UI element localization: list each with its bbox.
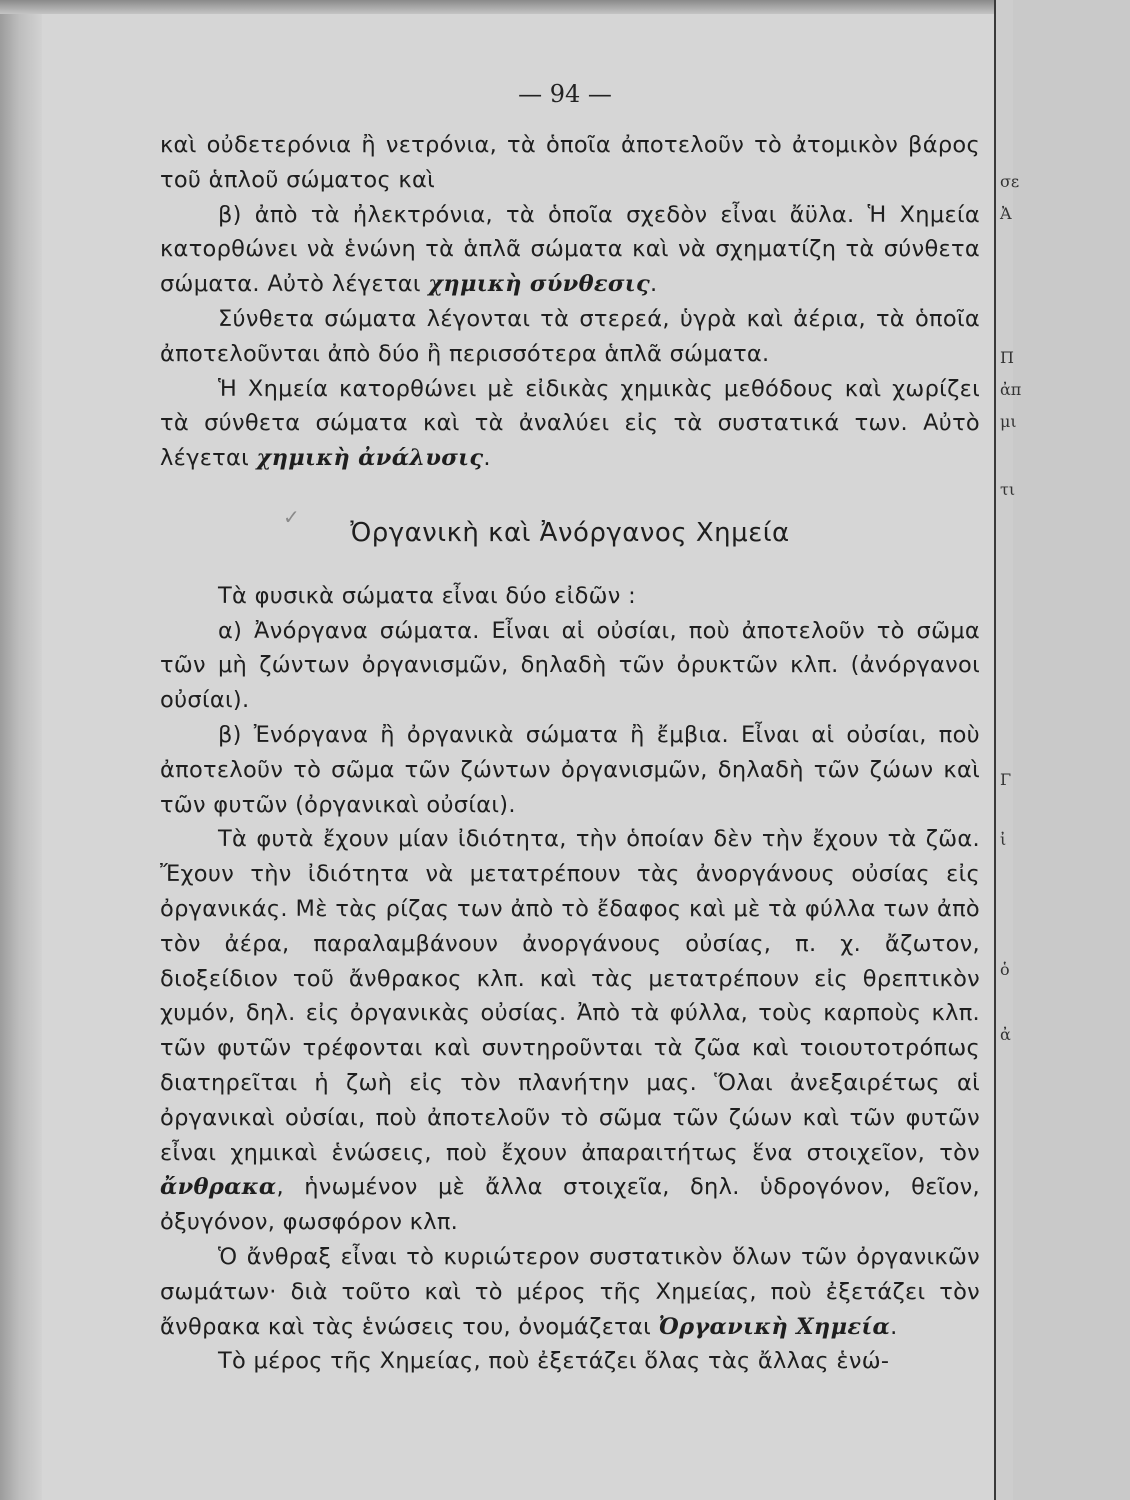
emphasized-term: χημικὴ σύνθεσις xyxy=(428,271,650,298)
paragraph: Ἡ Χημεία κατορθώνει μὲ εἰδικὰς χημικὰς μεθόδους καὶ χωρίζει τὰ σύνθετα σώματα καὶ τὰ ἀναλύει εἰς τὰ συστατικά των. Αὐτὸ λέγεται χημικὴ ἀνάλυσις. xyxy=(160,375,980,472)
paragraph: Τὸ μέρος τῆς Χημείας, ποὺ ἐξετάζει ὅλας τὰς ἄλλας ἑνώ- xyxy=(218,1348,890,1375)
section-heading: Ὀργανικὴ καὶ Ἀνόργανος Χημεία xyxy=(350,517,790,548)
paragraph: Τὰ φυτὰ ἔχουν μίαν ἰδιότητα, τὴν ὁποίαν δὲν τὴν ἔχουν τὰ ζῶα. Ἔχουν τὴν ἰδιότητα νὰ μετατρέπουν τὰς ἀνοργάνους οὐσίας εἰς ὀργανικάς. Μὲ τὰς ρίζας των ἀπὸ τὸ ἔδαφος καὶ μὲ τὰ φύλλα των ἀπὸ τὸν ἀέρα, παραλαμβάνουν ἀνοργάνους οὐσίας, π. χ. ἄζωτον, διοξείδιον τοῦ ἄνθρακος κλπ. καὶ τὰς μετατρέπουν εἰς θρεπτικὸν χυμόν, δηλ. εἰς ὀργανικὰς οὐσίας. Ἀπὸ τὰ φύλλα, τοὺς καρποὺς κλπ. τῶν φυτῶν τρέφονται καὶ συντηροῦνται τὰ ζῶα καὶ τοιουτοτρόπως διατηρεῖται ἡ ζωὴ εἰς τὸν πλανήτην μας. Ὅλαι ἀνεξαιρέτως αἱ ὀργανικαὶ οὐσίαι, ποὺ ἀποτελοῦν τὸ σῶμα τῶν ζώων καὶ τῶν φυτῶν εἶναι χημικαὶ ἑνώσεις, ποὺ ἔχουν ἀπαραιτήτως ἕνα στοιχεῖον, τὸν ἄνθρακα, ἡνωμένον μὲ ἄλλα στοιχεῖα, δηλ. ὑδρογόνον, θεῖον, ὀξυγόνον, φωσφόρον κλπ. xyxy=(160,826,980,1236)
paragraph: β) ἀπὸ τὰ ἠλεκτρόνια, τὰ ὁποῖα σχεδὸν εἶναι ἄϋλα. Ἡ Χημεία κατορθώνει νὰ ἑνώνη τὰ ἁπλᾶ σώματα καὶ νὰ σχηματίζη τὰ σύνθετα σώματα. Αὐτὸ λέγεται χημικὴ σύνθεσις. xyxy=(160,201,980,298)
margin-fragment: Γ xyxy=(1000,770,1012,789)
body-text xyxy=(160,128,980,1379)
margin-fragment: σε xyxy=(1000,172,1020,191)
emphasized-term: χημικὴ ἀνάλυσις xyxy=(256,445,484,472)
margin-fragment: ἀ xyxy=(1000,1025,1011,1044)
paragraph: α) Ἀνόργανα σώματα. Εἶναι αἱ οὐσίαι, ποὺ ἀποτελοῦν τὸ σῶμα τῶν μὴ ζώντων ὀργανισμῶν, δηλαδὴ τῶν ὀρυκτῶν κλπ. (ἀνόργανοι οὐσίαι). xyxy=(160,617,980,714)
margin-fragment: τι xyxy=(1000,480,1016,499)
margin-fragment: ἀπ xyxy=(1000,380,1022,399)
margin-fragment: Π xyxy=(1000,348,1014,367)
next-page-edge xyxy=(994,0,1022,1500)
emphasized-term: ἄνθρακα xyxy=(160,1174,277,1201)
paragraph: β) Ἐνόργανα ἢ ὀργανικὰ σώματα ἢ ἔμβια. Εἶναι αἱ οὐσίαι, ποὺ ἀποτελοῦν τὸ σῶμα τῶν ζώντων ὀργανισμῶν, δηλαδὴ τῶν ζώων καὶ τῶν φυτῶν (ὀργανικαὶ οὐσίαι). xyxy=(160,721,980,818)
paragraph: Ὁ ἄνθραξ εἶναι τὸ κυριώτερον συστατικὸν ὅλων τῶν ὀργανικῶν σωμάτων· διὰ τοῦτο καὶ τὸ μέρος τῆς Χημείας, ποὺ ἐξετάζει τὸν ἄνθρακα καὶ τὰς ἑνώσεις του, ὀνομάζεται Ὀργανικὴ Χημεία. xyxy=(160,1243,980,1340)
paragraph: Σύνθετα σώματα λέγονται τὰ στερεά, ὑγρὰ καὶ ἀέρια, τὰ ὁποῖα ἀποτελοῦνται ἀπὸ δύο ἢ περισσότερα ἁπλᾶ σώματα. xyxy=(160,305,980,367)
book-spine-shadow xyxy=(0,0,42,1500)
paragraph: Τὰ φυσικὰ σώματα εἶναι δύο εἰδῶν : xyxy=(218,582,637,609)
pencil-check-mark-icon: ✓ xyxy=(283,505,300,529)
margin-fragment: μι xyxy=(1000,412,1017,431)
margin-fragment: ὁ xyxy=(1000,960,1010,979)
page-number: — 94 — xyxy=(518,80,612,108)
margin-fragment: Ἀ xyxy=(1000,204,1012,223)
paragraph: καὶ οὐδετερόνια ἢ νετρόνια, τὰ ὁποῖα ἀποτελοῦν τὸ ἀτομικὸν βάρος τοῦ ἁπλοῦ σώματος καὶ xyxy=(160,132,980,193)
page-top-edge xyxy=(0,0,1013,14)
emphasized-term: Ὀργανικὴ Χημεία xyxy=(658,1313,891,1340)
margin-fragment: ἰ xyxy=(1000,830,1007,849)
